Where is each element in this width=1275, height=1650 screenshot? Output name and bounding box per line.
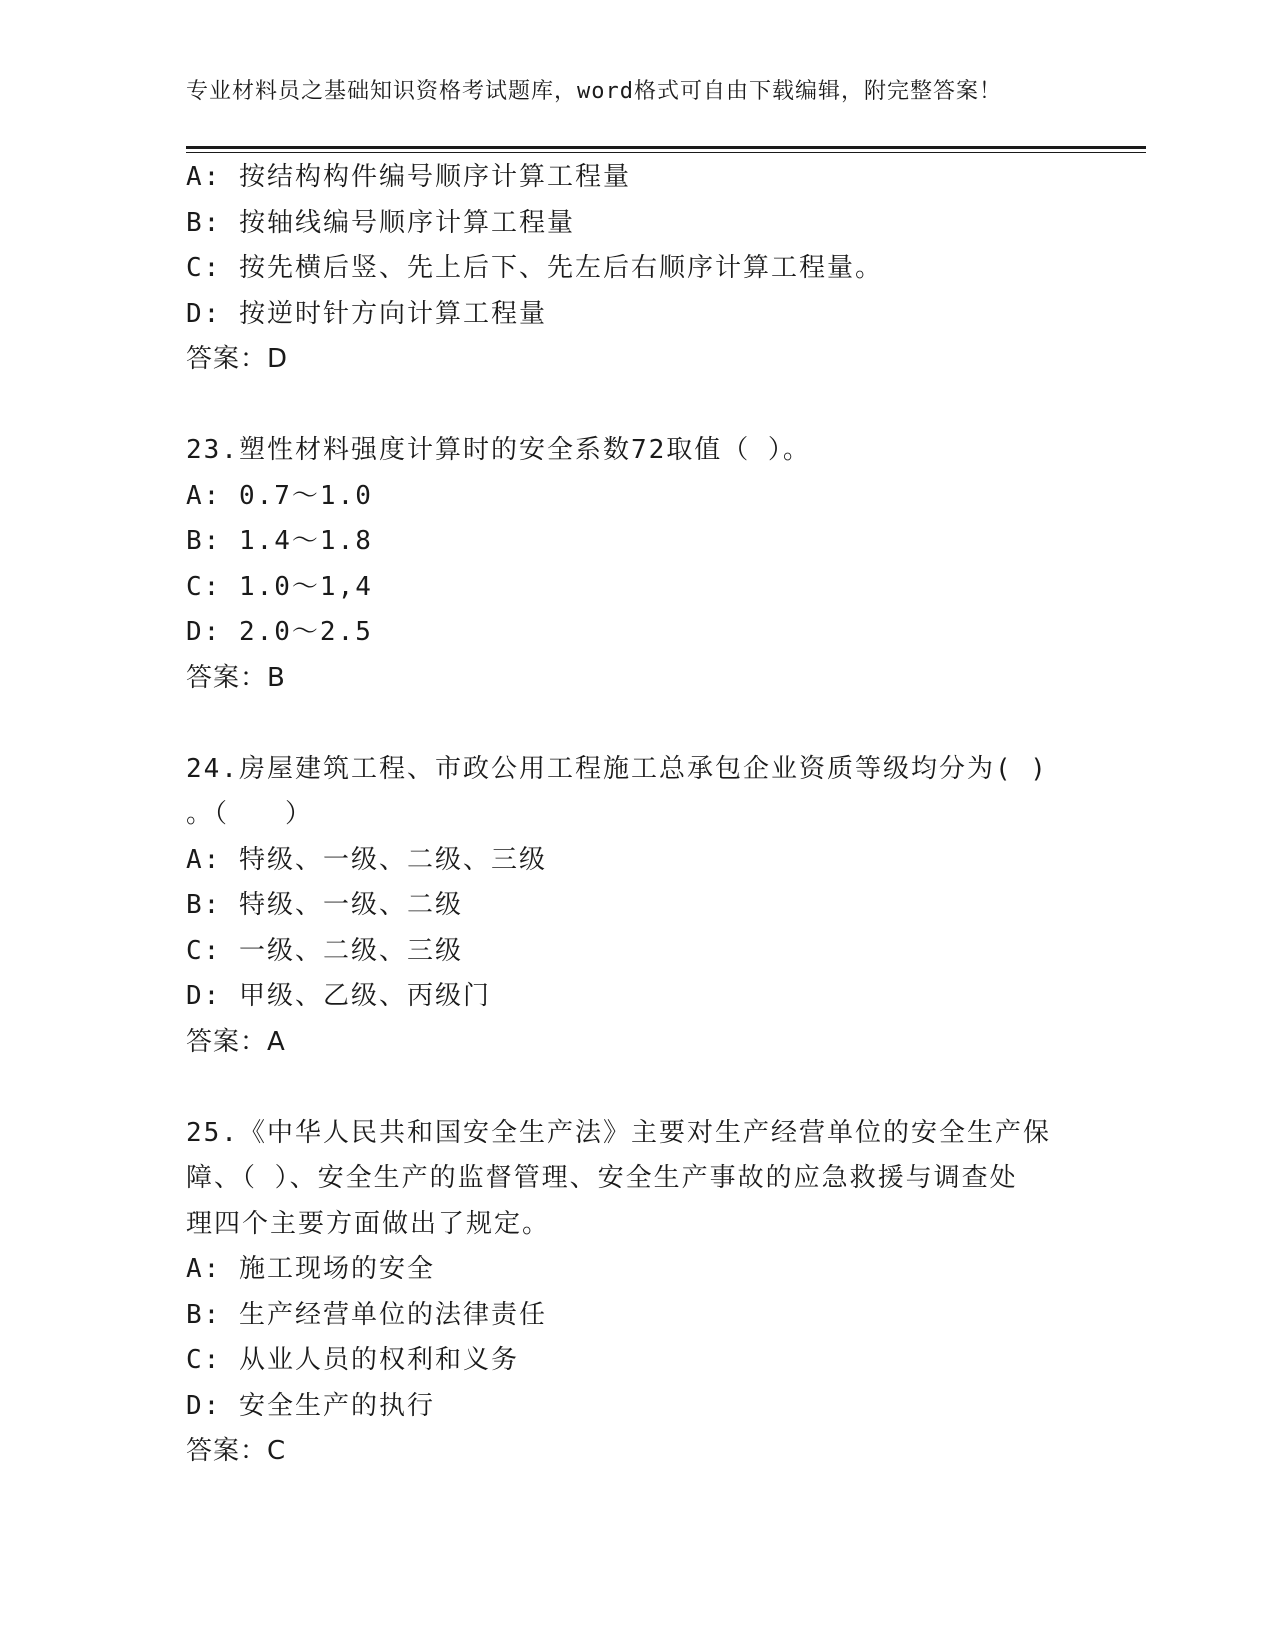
option-c: C: 1.0～1,4: [186, 571, 373, 602]
question-stem-cont: 理四个主要方面做出了规定。: [186, 1208, 551, 1239]
option-c: C: 从业人员的权利和义务: [186, 1345, 519, 1375]
option-c: C: 按先横后竖、先上后下、先左后右顺序计算工程量。: [186, 253, 883, 283]
question-stem-cont: 障、（ ）、安全生产的监督管理、安全生产事故的应急救援与调查处: [186, 1163, 1018, 1193]
option-b: B: 按轴线编号顺序计算工程量: [186, 207, 575, 238]
question-stem: 23.塑性材料强度计算时的安全系数72取值（ ）。: [186, 435, 811, 465]
option-b: B: 生产经营单位的法律责任: [186, 1299, 547, 1330]
option-a: A: 0.7～1.0: [186, 480, 373, 511]
option-b: B: 1.4～1.8: [186, 526, 373, 556]
question-23: [186, 428, 1086, 701]
answer-line: 答案：D: [186, 344, 289, 374]
question-24: [186, 747, 1086, 1066]
question-22: [186, 155, 1086, 383]
option-a: A: 按结构构件编号顺序计算工程量: [186, 162, 631, 192]
option-d: D: 2.0～2.5: [186, 617, 373, 647]
option-d: D: 甲级、乙级、丙级门: [186, 981, 491, 1011]
option-d: D: 按逆时针方向计算工程量: [186, 298, 547, 329]
page-header: 专业材料员之基础知识资格考试题库，word格式可自由下载编辑，附完整答案！: [186, 79, 1002, 104]
header-rule-thin: [186, 152, 1146, 153]
answer-line: 答案：B: [186, 662, 286, 693]
question-25: [186, 1111, 1086, 1475]
option-c: C: 一级、二级、三级: [186, 935, 463, 966]
question-stem: 24.房屋建筑工程、市政公用工程施工总承包企业资质等级均分为( ): [186, 753, 1048, 784]
answer-line: 答案：A: [186, 1026, 286, 1057]
option-b: B: 特级、一级、二级: [186, 890, 463, 920]
header-rule-thick: [186, 146, 1146, 149]
option-d: D: 安全生产的执行: [186, 1390, 435, 1421]
answer-line: 答案：C: [186, 1436, 287, 1466]
question-stem: 25.《中华人民共和国安全生产法》主要对生产经营单位的安全生产保: [186, 1117, 1051, 1148]
question-list: [186, 155, 1086, 1475]
question-stem-cont: 。（ ）: [186, 799, 314, 829]
option-a: A: 特级、一级、二级、三级: [186, 844, 547, 875]
option-a: A: 施工现场的安全: [186, 1254, 435, 1284]
